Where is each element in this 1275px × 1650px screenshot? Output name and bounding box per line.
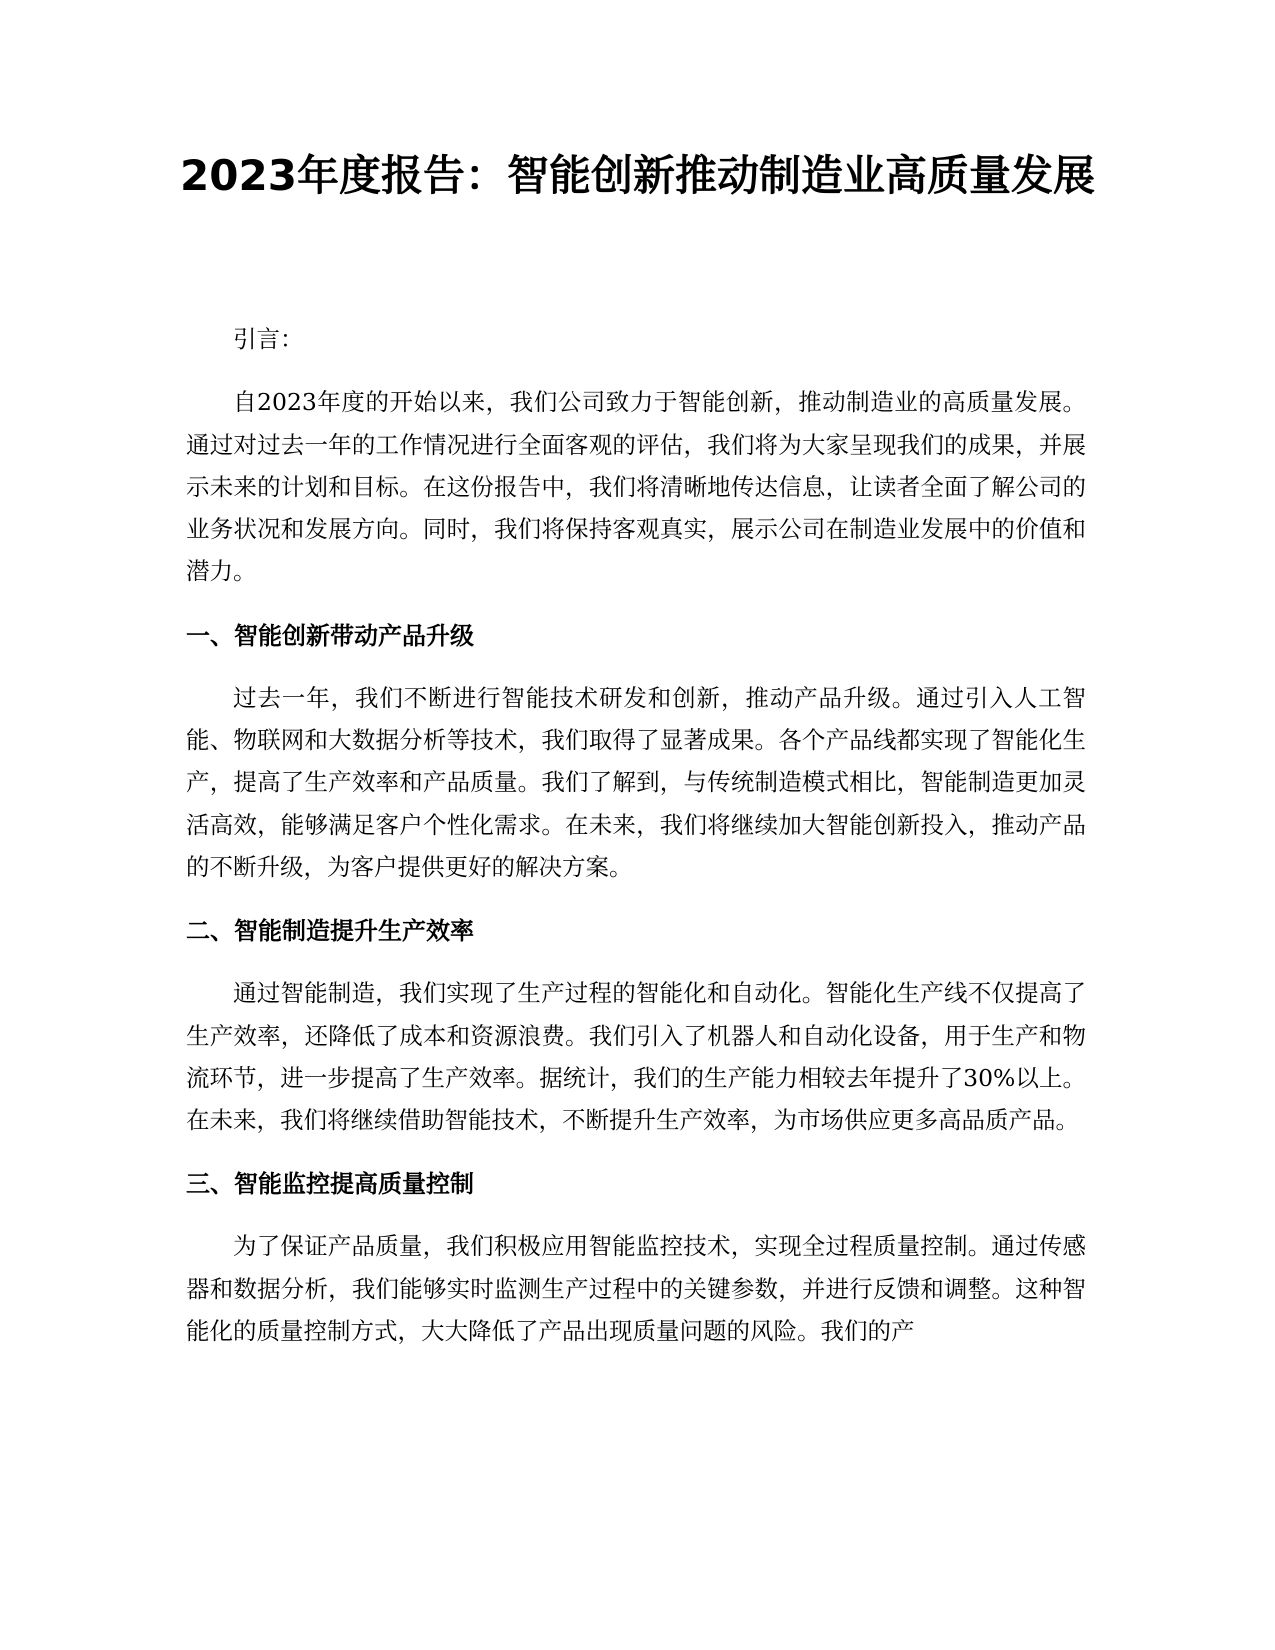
document-title: 2023年度报告：智能创新推动制造业高质量发展 bbox=[180, 151, 1095, 200]
section-heading-1: 一、智能创新带动产品升级 bbox=[186, 621, 474, 650]
section-paragraph-3: 为了保证产品质量，我们积极应用智能监控技术，实现全过程质量控制。通过传感器和数据分析，我们能够实时监测生产过程中的关键参数，并进行反馈和调整。这种智能化的质量控制方式，大大降低了产品出现质量问题的风险。我们的产 bbox=[186, 1232, 1086, 1346]
section-paragraph-2: 通过智能制造，我们实现了生产过程的智能化和自动化。智能化生产线不仅提高了生产效率，还降低了成本和资源浪费。我们引入了机器人和自动化设备，用于生产和物流环节，进一步提高了生产效率。据统计，我们的生产能力相较去年提升了30%以上。在未来，我们将继续借助智能技术，不断提升生产效率，为市场供应更多高品质产品。 bbox=[186, 979, 1086, 1135]
section-paragraph-1: 过去一年，我们不断进行智能技术研发和创新，推动产品升级。通过引入人工智能、物联网和大数据分析等技术，我们取得了显著成果。各个产品线都实现了智能化生产，提高了生产效率和产品质量。我们了解到，与传统制造模式相比，智能制造更加灵活高效，能够满足客户个性化需求。在未来，我们将继续加大智能创新投入，推动产品的不断升级，为客户提供更好的解决方案。 bbox=[186, 683, 1086, 881]
intro-label: 引言： bbox=[233, 325, 304, 353]
section-heading-3: 三、智能监控提高质量控制 bbox=[186, 1170, 474, 1199]
intro-paragraph: 自2023年度的开始以来，我们公司致力于智能创新，推动制造业的高质量发展。通过对过去一年的工作情况进行全面客观的评估，我们将为大家呈现我们的成果，并展示未来的计划和目标。在这份报告中，我们将清晰地传达信息，让读者全面了解公司的业务状况和发展方向。同时，我们将保持客观真实，展示公司在制造业发展中的价值和潜力。 bbox=[186, 388, 1086, 586]
document-body bbox=[186, 318, 1086, 1352]
section-heading-2: 二、智能制造提升生产效率 bbox=[186, 917, 474, 946]
